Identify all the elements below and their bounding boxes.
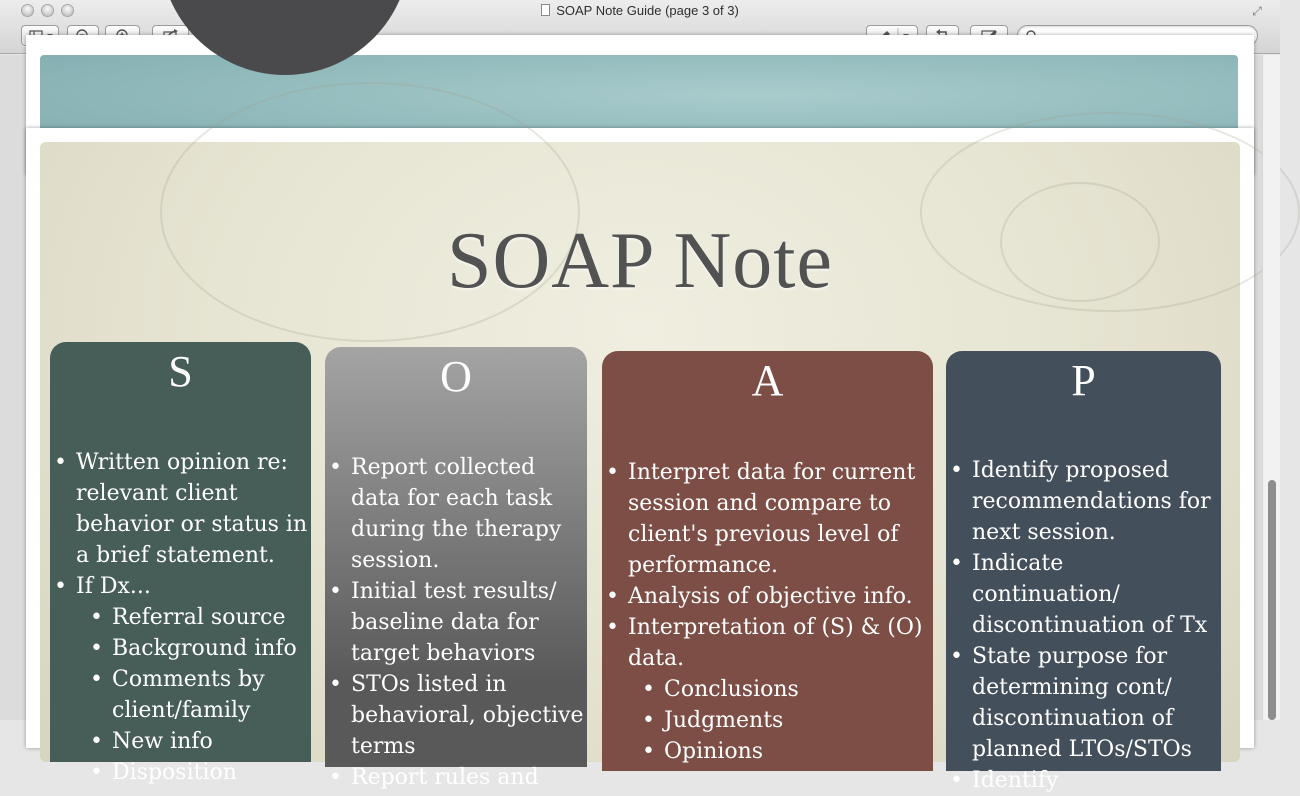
bullet-continuation: discontinuation of Tx [972,613,1208,638]
window-title-text: SOAP Note Guide (page 3 of 3) [556,3,739,18]
bullet-item: • Judgments [602,705,923,736]
bullet-continuation: recommendations for [972,489,1211,514]
bullet-item: • Identify [946,765,1211,796]
bullet-continuation: a brief statement. [76,543,275,568]
bullet-continuation: determining cont/ [972,675,1172,700]
document-icon [541,4,550,16]
bullet-item: • Interpretation of (S) & (O) [602,612,923,643]
dark-circle-graphic [160,0,410,75]
bullet-continuation: behavioral, objective [351,703,584,728]
column-letter: O [440,352,472,401]
bullet-item: • Disposition [50,757,307,788]
bullet-continuation: terms [351,734,416,759]
bullet-continuation: relevant client [76,481,238,506]
bullet-continuation: target behaviors [351,641,536,666]
bullet-continuation: next session. [972,520,1116,545]
bullet-continuation: planned LTOs/STOs [972,737,1192,762]
bullet-continuation: during the therapy [351,517,562,542]
column-letter: P [1071,356,1096,405]
bullet-item: • Indicate [946,548,1211,579]
bullet-continuation: client/family [112,698,251,723]
bullet-item: • STOs listed in [325,669,584,700]
bullet-continuation: behavior or status in [76,512,308,537]
bullet-list [946,455,1211,796]
document-viewer[interactable] [0,55,1280,793]
bullet-continuation: discontinuation of [972,706,1174,731]
bullet-item: • Background info [50,633,307,664]
column-plan [946,351,1221,793]
bullet-item: • New info [50,726,307,757]
bullet-list [602,457,923,767]
bullet-item: • Identify proposed [946,455,1211,486]
column-assessment [602,351,933,771]
column-objective [325,347,587,790]
bullet-item: • Referral source [50,602,307,633]
current-page [26,128,1254,793]
bullet-item: • If Dx... [50,571,307,602]
bullet-list [50,447,307,788]
bullet-item: • Opinions [602,736,923,767]
bullet-continuation: continuation/ [972,582,1120,607]
column-subjective [50,342,311,785]
bullet-item: • Initial test results/ [325,576,584,607]
bullet-item: • Interpret data for current [602,457,923,488]
column-letter: A [751,356,784,405]
bullet-continuation: client's previous level of [628,522,899,547]
bullet-continuation: baseline data for [351,610,539,635]
bullet-item: • State purpose for [946,641,1211,672]
fullscreen-icon[interactable]: ⤢ [1252,4,1262,18]
bullet-item: • Comments by [50,664,307,695]
bullet-item: • Report rules and [325,762,584,793]
bullet-item: • Written opinion re: [50,447,307,478]
bullet-continuation: data for each task [351,486,553,511]
bullet-item: • Report collected [325,452,584,483]
bullet-continuation: session and compare to [628,491,891,516]
bullet-continuation: performance. [628,553,779,578]
bullet-item: • Conclusions [602,674,923,705]
scrollbar-thumb[interactable] [1268,480,1276,720]
bullet-item: • Analysis of objective info. [602,581,923,612]
bullet-continuation: session. [351,548,440,573]
column-letter: S [168,347,193,396]
vertical-scrollbar[interactable] [1262,55,1280,720]
bullet-list [325,452,584,793]
bullet-continuation: data. [628,646,685,671]
slide-title: SOAP Note [446,217,834,305]
